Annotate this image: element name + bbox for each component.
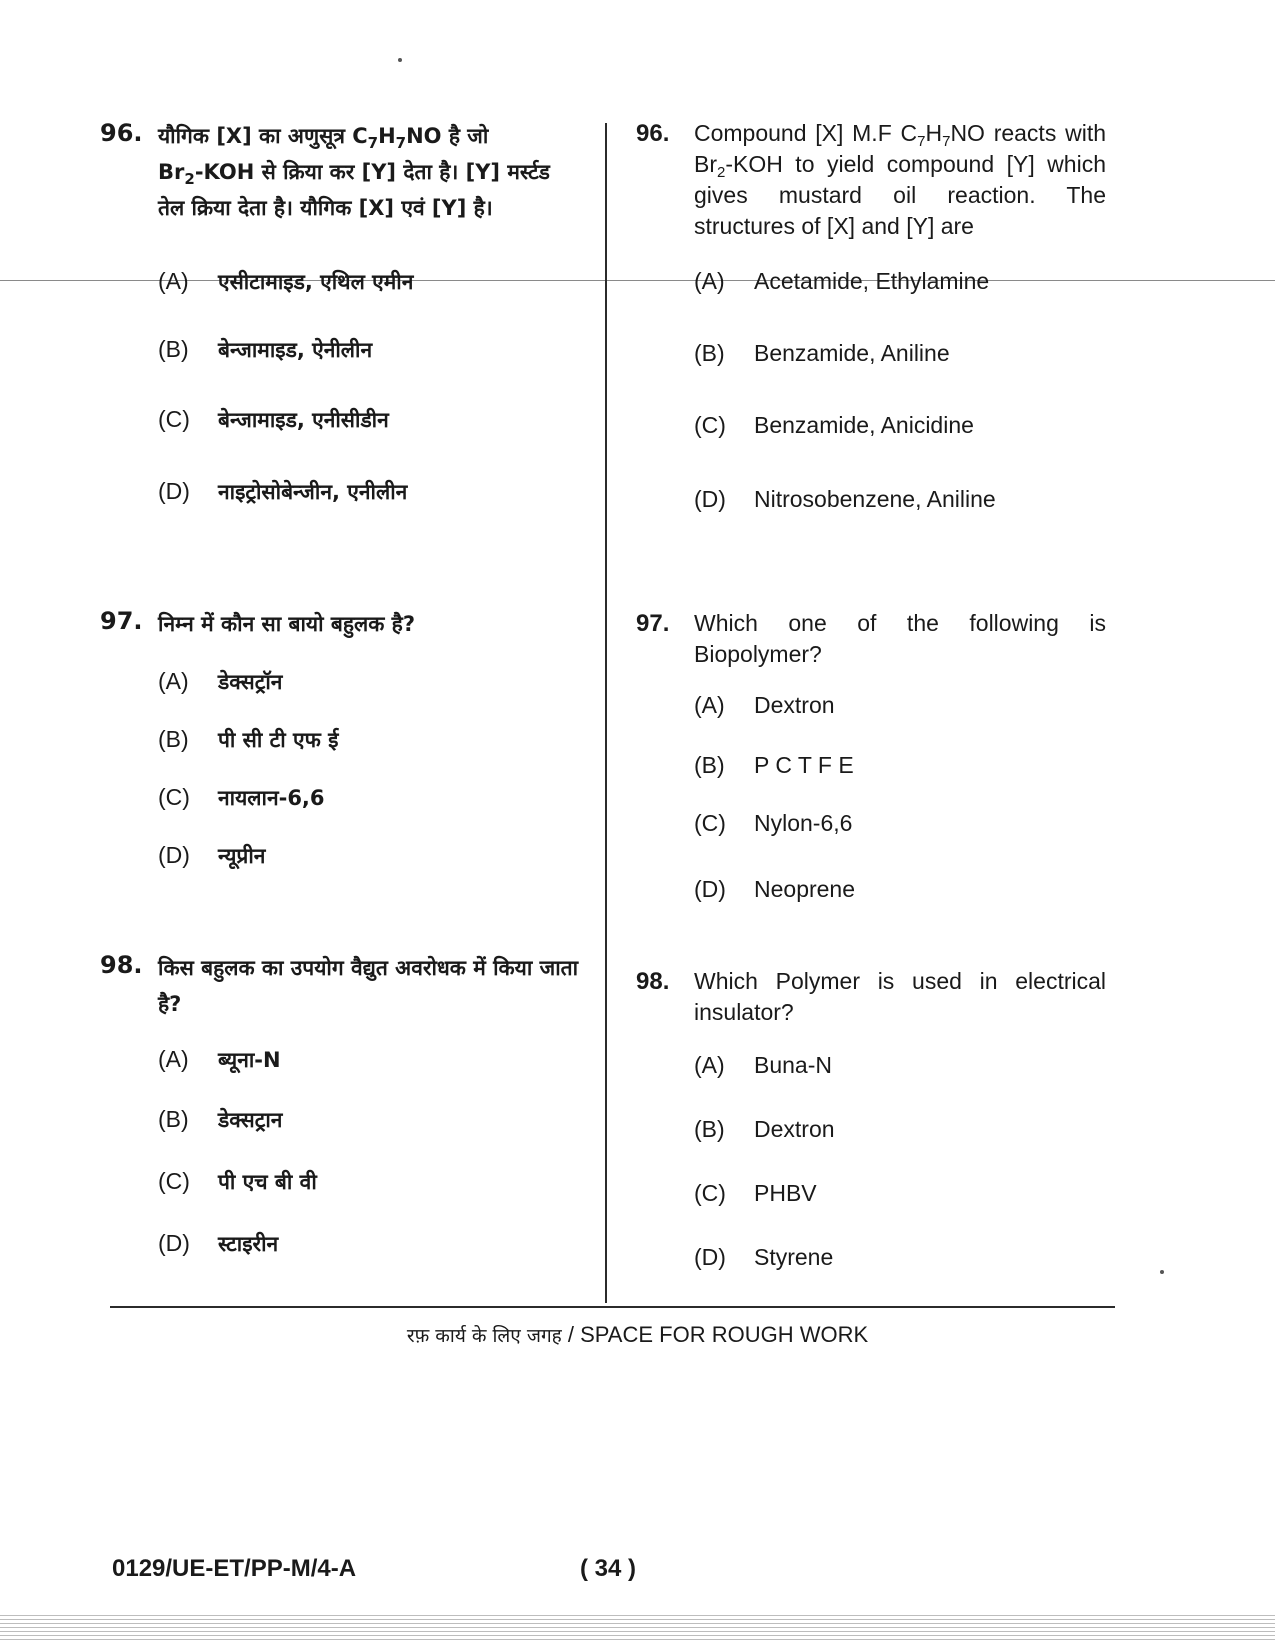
speck — [1160, 1270, 1164, 1274]
option-a: (A) Acetamide, Ethylamine — [694, 268, 990, 294]
question-number: 96. — [636, 120, 670, 147]
speck — [398, 58, 402, 62]
option-d: (D) Neoprene — [694, 876, 856, 902]
question-number: 96. — [100, 119, 143, 147]
question-text: Compound [X] M.F $C_7H_7NO$ reacts with $Br_2$-KOH to yield compound [Y] which gives mustard oil reaction. The structures of [X] and [Y] are — [694, 120, 1106, 239]
option-a: (A) Buna-N — [694, 1052, 832, 1078]
column-divider — [605, 123, 607, 1303]
question-number: 98. — [636, 968, 670, 995]
rough-work-label: रफ़ कार्य के लिए जगह / SPACE FOR ROUGH WORK — [406, 1322, 869, 1347]
question-number: 97. — [636, 610, 670, 637]
scan-edge-lines — [0, 1615, 1275, 1643]
question-97-english — [636, 608, 1106, 902]
question-text: निम्न में कौन सा बायो बहुलक है? — [158, 612, 415, 636]
option-d: (D) Styrene — [694, 1244, 834, 1270]
question-98-hindi — [100, 950, 580, 1256]
option-c: (C) Nylon-6,6 — [694, 810, 853, 836]
option-b: (B) बेन्जामाइड, ऐनीलीन — [158, 336, 373, 362]
page-number: ( 34 ) — [580, 1555, 637, 1582]
rough-work-divider — [110, 1306, 1115, 1308]
option-a: (A) Dextron — [694, 692, 835, 718]
booklet-code: 0129/UE-ET/PP-M/4-A — [112, 1555, 357, 1582]
option-c: (C) नायलान-6,6 — [158, 784, 325, 810]
option-c: (C) पी एच बी वी — [158, 1168, 317, 1194]
option-b: (B) Dextron — [694, 1116, 835, 1142]
option-b: (B) डेक्सट्रान — [158, 1106, 283, 1132]
option-d: (D) Nitrosobenzene, Aniline — [694, 486, 996, 512]
question-text: यौगिक [X] का अणुसूत्र $C_7H_7NO$ है जो $Br_2$-KOH से क्रिया कर [Y] देता है। [Y] मर्स्टड तेल क्रिया देता है। यौगिक [X] एवं [Y] है। — [158, 124, 550, 220]
question-text: Which Polymer is used in electrical insulator? — [694, 968, 1106, 1025]
option-a: (A) ब्यूना-N — [158, 1046, 281, 1072]
question-97-hindi — [100, 606, 580, 868]
question-text: Which one of the following is Biopolymer? — [694, 610, 1106, 667]
option-a: (A) डेक्सट्रॉन — [158, 668, 283, 694]
option-d: (D) स्टाइरीन — [158, 1230, 279, 1256]
option-d: (D) न्यूप्रीन — [158, 842, 266, 868]
option-a: (A) एसीटामाइड, एथिल एमीन — [158, 268, 414, 294]
question-number: 97. — [100, 607, 143, 635]
option-b: (B) पी सी टी एफ ई — [158, 726, 339, 752]
option-d: (D) नाइट्रोसोबेन्जीन, एनीलीन — [158, 478, 408, 504]
option-b: (B) Benzamide, Aniline — [694, 340, 950, 366]
question-text: किस बहुलक का उपयोग वैद्युत अवरोधक में किया जाता है? — [158, 956, 579, 1016]
question-number: 98. — [100, 951, 143, 979]
question-96-english — [636, 118, 1106, 512]
question-96-hindi — [100, 118, 580, 504]
option-c: (C) बेन्जामाइड, एनीसीडीन — [158, 406, 389, 432]
option-c: (C) Benzamide, Anicidine — [694, 412, 974, 438]
question-98-english — [636, 966, 1106, 1270]
option-b: (B) P C T F E — [694, 752, 854, 778]
option-c: (C) PHBV — [694, 1180, 817, 1206]
